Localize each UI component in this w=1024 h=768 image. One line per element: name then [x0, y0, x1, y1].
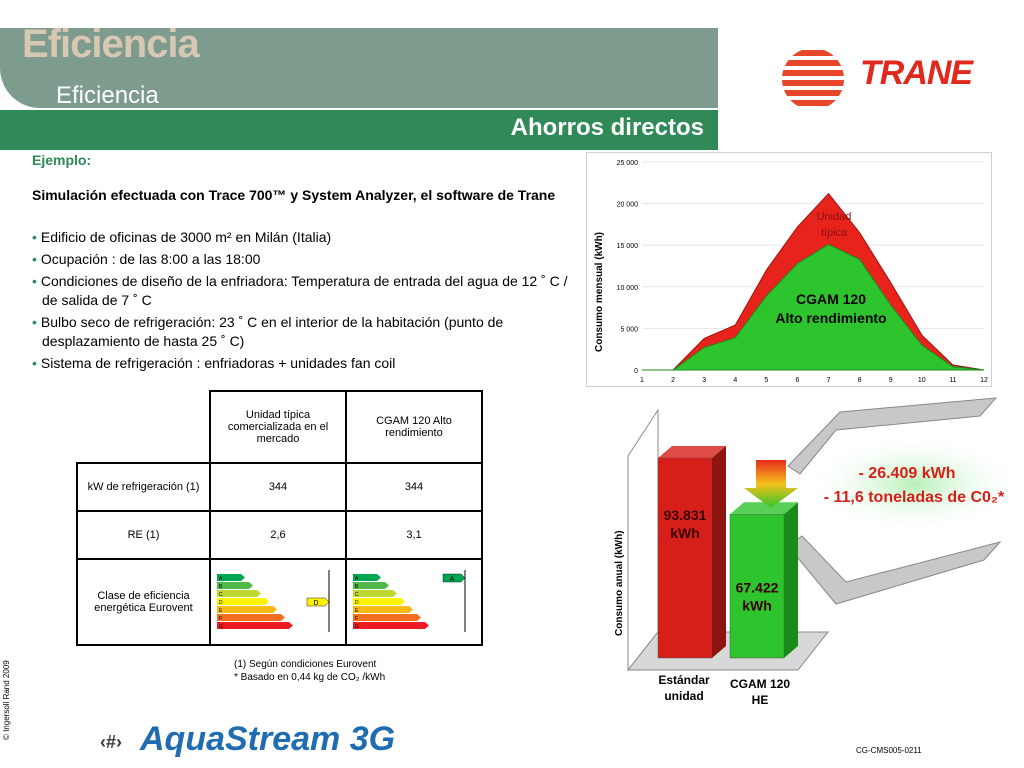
x-tick-label: 12 [980, 377, 988, 384]
trane-logo-text: TRANE [860, 54, 973, 92]
energy-band [217, 598, 269, 605]
bar-side [712, 446, 726, 658]
document-id: CG-CMS005-0211 [856, 746, 922, 755]
x-tick-label: 4 [733, 377, 738, 384]
x-tick-label: 3 [702, 377, 707, 384]
pipe-bottom [788, 536, 1000, 604]
page-title: Eficiencia [56, 82, 159, 109]
y-tick-label: 10 000 [616, 284, 638, 292]
energy-band-letter: B [219, 583, 223, 590]
header-watermark-title: Eficiencia [22, 22, 199, 66]
x-tick-label: 1 [640, 377, 644, 384]
bar-front [658, 458, 712, 658]
annotation-high-efficiency: Alto rendimiento [775, 310, 887, 326]
bullet-item: • Bulbo seco de refrigeración: 23 ˚ C en el interior de la habitación (punto de desplazamiento de hasta 25 ˚ C) [30, 313, 582, 351]
simulation-text: Simulación efectuada con Trace 700™ y System Analyzer, el software de Trane [32, 187, 556, 203]
energy-marker-letter: D [313, 599, 319, 607]
energy-band-letter: G [219, 623, 223, 630]
annual-consumption-chart [600, 396, 1024, 716]
energy-band-letter: D [219, 599, 223, 606]
bullet-item: • Edificio de oficinas de 3000 m² en Milán (Italia) [30, 228, 582, 247]
table-cell: 344 [210, 463, 346, 511]
table-header-cgam: CGAM 120 Alto rendimiento [346, 391, 482, 463]
annotation-typical-line1: Unidad [816, 211, 852, 223]
bar-value-label: 93.831 [663, 507, 707, 523]
energy-band-letter: C [219, 591, 223, 598]
energy-band-letter: E [219, 607, 223, 614]
energy-band [217, 582, 253, 589]
energy-band [217, 606, 277, 613]
energy-band-letter: F [355, 615, 359, 622]
y-tick-label: 20 000 [616, 201, 638, 209]
category-label: Estándar [658, 673, 710, 687]
table-row [77, 463, 482, 511]
energy-band [353, 582, 389, 589]
copyright: © Ingersoll Rand 2009 [2, 660, 11, 740]
energy-class-label-cgam [353, 570, 475, 632]
bar-value-unit: kWh [742, 597, 772, 614]
energy-band-letter: F [219, 615, 223, 622]
x-tick-label: 2 [671, 377, 676, 384]
y-tick-label: 15 000 [616, 243, 638, 251]
example-label: Ejemplo: [32, 152, 92, 168]
table-row [77, 559, 482, 645]
energy-band [217, 622, 293, 629]
energy-label-cell [346, 559, 482, 645]
savings-glow [805, 434, 1024, 534]
energy-band [217, 614, 285, 621]
x-tick-label: 9 [888, 377, 893, 384]
table-cell: 3,1 [346, 511, 482, 559]
y-tick-label: 0 [634, 368, 638, 375]
bar-side [784, 502, 798, 658]
table-row-label: kW de refrigeración (1) [77, 463, 210, 511]
energy-band-letter: B [355, 583, 359, 590]
savings-co2: - 11,6 toneladas de C0₂* [823, 489, 1005, 506]
table-row [77, 511, 482, 559]
comparison-table [76, 390, 483, 646]
category-label: CGAM 120 [729, 677, 791, 691]
annotation-typical-line2: típica [820, 227, 848, 239]
table-row-label: RE (1) [77, 511, 210, 559]
table-header-typical: Unidad típica comercializada en el mercado [210, 391, 346, 463]
x-tick-label: 11 [949, 377, 957, 384]
energy-band [353, 590, 397, 597]
aquastream-logo: AquaStream 3G [140, 720, 396, 758]
y-axis-label: Consumo mensual (kWh) [594, 231, 605, 352]
x-tick-label: 6 [795, 377, 800, 384]
energy-band [353, 598, 405, 605]
footnote: * Basado en 0,44 kg de CO₂ /kWh [234, 672, 386, 683]
energy-marker-letter: A [449, 575, 455, 583]
energy-band [353, 614, 421, 621]
energy-band-letter: A [355, 575, 359, 582]
annotation-cgam: CGAM 120 [795, 291, 867, 307]
energy-band-letter: D [355, 599, 359, 606]
section-title: Ahorros directos [510, 114, 704, 141]
energy-band [353, 622, 429, 629]
bar-value-label: 67.422 [735, 579, 779, 596]
category-label: HE [751, 693, 769, 707]
energy-band-letter: E [355, 607, 359, 614]
bullet-item: • Ocupación : de las 8:00 a las 18:00 [30, 250, 582, 269]
bar-value-unit: kWh [670, 525, 700, 541]
bullet-list [30, 228, 582, 376]
monthly-consumption-chart [586, 152, 996, 388]
energy-band [217, 590, 261, 597]
table-row-label: Clase de eficiencia energética Eurovent [77, 559, 210, 645]
chart-wall-left [628, 410, 658, 670]
y-tick-label: 5 000 [620, 326, 638, 334]
x-tick-label: 10 [917, 377, 926, 384]
table-cell: 2,6 [210, 511, 346, 559]
energy-class-label-typical [217, 570, 339, 632]
bullet-item: • Sistema de refrigeración : enfriadoras + unidades fan coil [30, 354, 582, 373]
energy-label-cell [210, 559, 346, 645]
energy-band [353, 606, 413, 613]
x-tick-label: 8 [857, 377, 862, 384]
footnote: (1) Según condiciones Eurovent [234, 659, 377, 670]
energy-band-letter: G [355, 623, 359, 630]
energy-band-letter: C [355, 591, 359, 598]
y-axis-label: Consumo anual (kWh) [614, 530, 625, 636]
y-tick-label: 25 000 [616, 160, 638, 167]
trane-circle-logo-icon [780, 46, 846, 112]
table-cell: 344 [346, 463, 482, 511]
energy-band-letter: A [219, 575, 223, 582]
x-tick-label: 5 [764, 377, 769, 384]
bullet-item: • Condiciones de diseño de la enfriadora: Temperatura de entrada del agua de 12 ˚ C / de salida de 7 ˚ C [30, 272, 582, 310]
category-label: unidad [664, 689, 704, 703]
savings-kwh: - 26.409 kWh [858, 465, 956, 482]
page-number: ‹#› [100, 732, 122, 752]
x-tick-label: 7 [826, 377, 831, 384]
